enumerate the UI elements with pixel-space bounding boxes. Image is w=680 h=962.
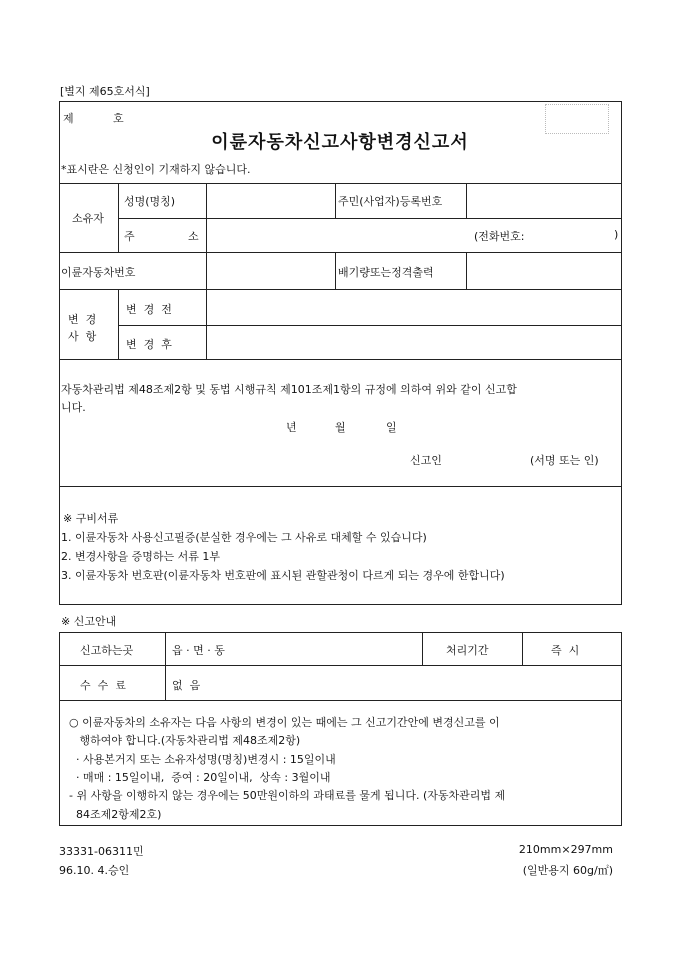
row-line xyxy=(59,359,622,360)
approval-date: 96.10. 4.승인 xyxy=(59,864,130,877)
change-label-2: 사 항 xyxy=(68,330,97,343)
after-field[interactable] xyxy=(209,328,619,357)
guide-heading: ※ 신고안내 xyxy=(61,615,117,628)
col-line xyxy=(466,183,467,218)
guide-note: · 매매 : 15일이내, 증여 : 20일이내, 상속 : 3월이내 xyxy=(69,771,331,784)
year-label: 년 xyxy=(286,421,297,434)
row-line xyxy=(59,289,622,290)
phone-field[interactable] xyxy=(540,221,610,250)
col-line xyxy=(335,183,336,218)
guide-note: 84조제2항제2호) xyxy=(69,808,162,821)
phone-label: (전화번호: xyxy=(474,230,525,243)
address-label-2: 소 xyxy=(188,230,199,243)
row-line xyxy=(59,665,622,666)
row-line xyxy=(59,183,622,184)
row-line xyxy=(59,486,622,487)
row-line xyxy=(118,325,622,326)
displacement-field[interactable] xyxy=(469,255,619,286)
signature-label: (서명 또는 인) xyxy=(530,454,599,467)
declaration-line-1: 자동차관리법 제48조제2항 및 동법 시행규칙 제101조제1항의 규정에 의하여 위와 같이 신고합 xyxy=(61,383,517,396)
paper-type: (일반용지 60g/㎡) xyxy=(522,864,613,877)
col-line xyxy=(118,289,119,359)
applicant-label: 신고인 xyxy=(410,454,442,467)
address-field[interactable] xyxy=(209,221,469,250)
page-title: 이륜자동차신고사항변경신고서 xyxy=(211,132,469,153)
paper-size: 210mm×297mm xyxy=(518,843,613,856)
stamp-area xyxy=(545,104,609,134)
number-label: 제 xyxy=(63,112,74,125)
col-line xyxy=(118,183,119,252)
form-number-label: [별지 제65호서식] xyxy=(60,85,150,98)
guide-note: - 위 사항을 이행하지 않는 경우에는 50만원이하의 과태료를 물게 됩니다. (자동차관리법 제 xyxy=(69,789,506,802)
owner-label: 소유자 xyxy=(72,212,104,225)
documents-heading: ※ 구비서류 xyxy=(63,512,119,525)
document-item: 3. 이륜자동차 번호판(이륜자동차 번호판에 표시된 관할관청이 다르게 되는 경우에 한합니다) xyxy=(61,569,505,582)
col-line xyxy=(206,289,207,359)
row-line xyxy=(118,218,622,219)
guide-note: 행하여야 합니다.(자동차관리법 제48조제2항) xyxy=(69,734,301,747)
reg-no-label: 주민(사업자)등록번호 xyxy=(338,195,443,208)
guide-note: ○ 이륜자동차의 소유자는 다음 사항의 변경이 있는 때에는 그 신고기간안에 변경신고를 이 xyxy=(69,716,500,729)
row-line xyxy=(59,700,622,701)
row-line xyxy=(59,252,622,253)
before-field[interactable] xyxy=(209,292,619,323)
office-value: 읍 · 면 · 동 xyxy=(172,644,225,657)
fee-label: 수 수 료 xyxy=(80,679,126,692)
vehicle-number-label: 이륜자동차번호 xyxy=(61,266,136,279)
month-label: 월 xyxy=(335,421,346,434)
period-value: 즉 시 xyxy=(551,644,580,657)
guide-note: · 사용본거지 또는 소유자성명(명칭)변경시 : 15일이내 xyxy=(69,753,336,766)
form-code: 33331-06311민 xyxy=(59,845,144,858)
col-line xyxy=(422,632,423,665)
fee-value: 없 음 xyxy=(172,679,201,692)
name-label: 성명(명칭) xyxy=(124,195,176,208)
col-line xyxy=(335,252,336,289)
day-label: 일 xyxy=(386,421,397,434)
phone-close: ) xyxy=(614,228,619,241)
name-field[interactable] xyxy=(209,186,333,216)
displacement-label: 배기량또는정격출력 xyxy=(338,266,434,279)
after-label: 변 경 후 xyxy=(126,338,172,351)
col-line xyxy=(522,632,523,665)
number-ho-label: 호 xyxy=(113,112,124,125)
col-line xyxy=(206,183,207,252)
vehicle-number-field[interactable] xyxy=(209,255,333,286)
change-label-1: 변 경 xyxy=(68,313,97,326)
address-label-1: 주 xyxy=(124,230,135,243)
document-item: 1. 이륜자동차 사용신고필증(분실한 경우에는 그 사유로 대체할 수 있습니다) xyxy=(61,531,427,544)
note-text: *표시란은 신청인이 기재하지 않습니다. xyxy=(61,163,251,176)
reg-no-field[interactable] xyxy=(469,186,619,216)
document-item: 2. 변경사항을 증명하는 서류 1부 xyxy=(61,550,220,563)
declaration-line-2: 니다. xyxy=(61,401,86,414)
before-label: 변 경 전 xyxy=(126,303,172,316)
col-line xyxy=(206,252,207,289)
col-line xyxy=(466,252,467,289)
office-label: 신고하는곳 xyxy=(80,644,134,657)
col-line xyxy=(165,632,166,700)
period-label: 처리기간 xyxy=(446,644,489,657)
